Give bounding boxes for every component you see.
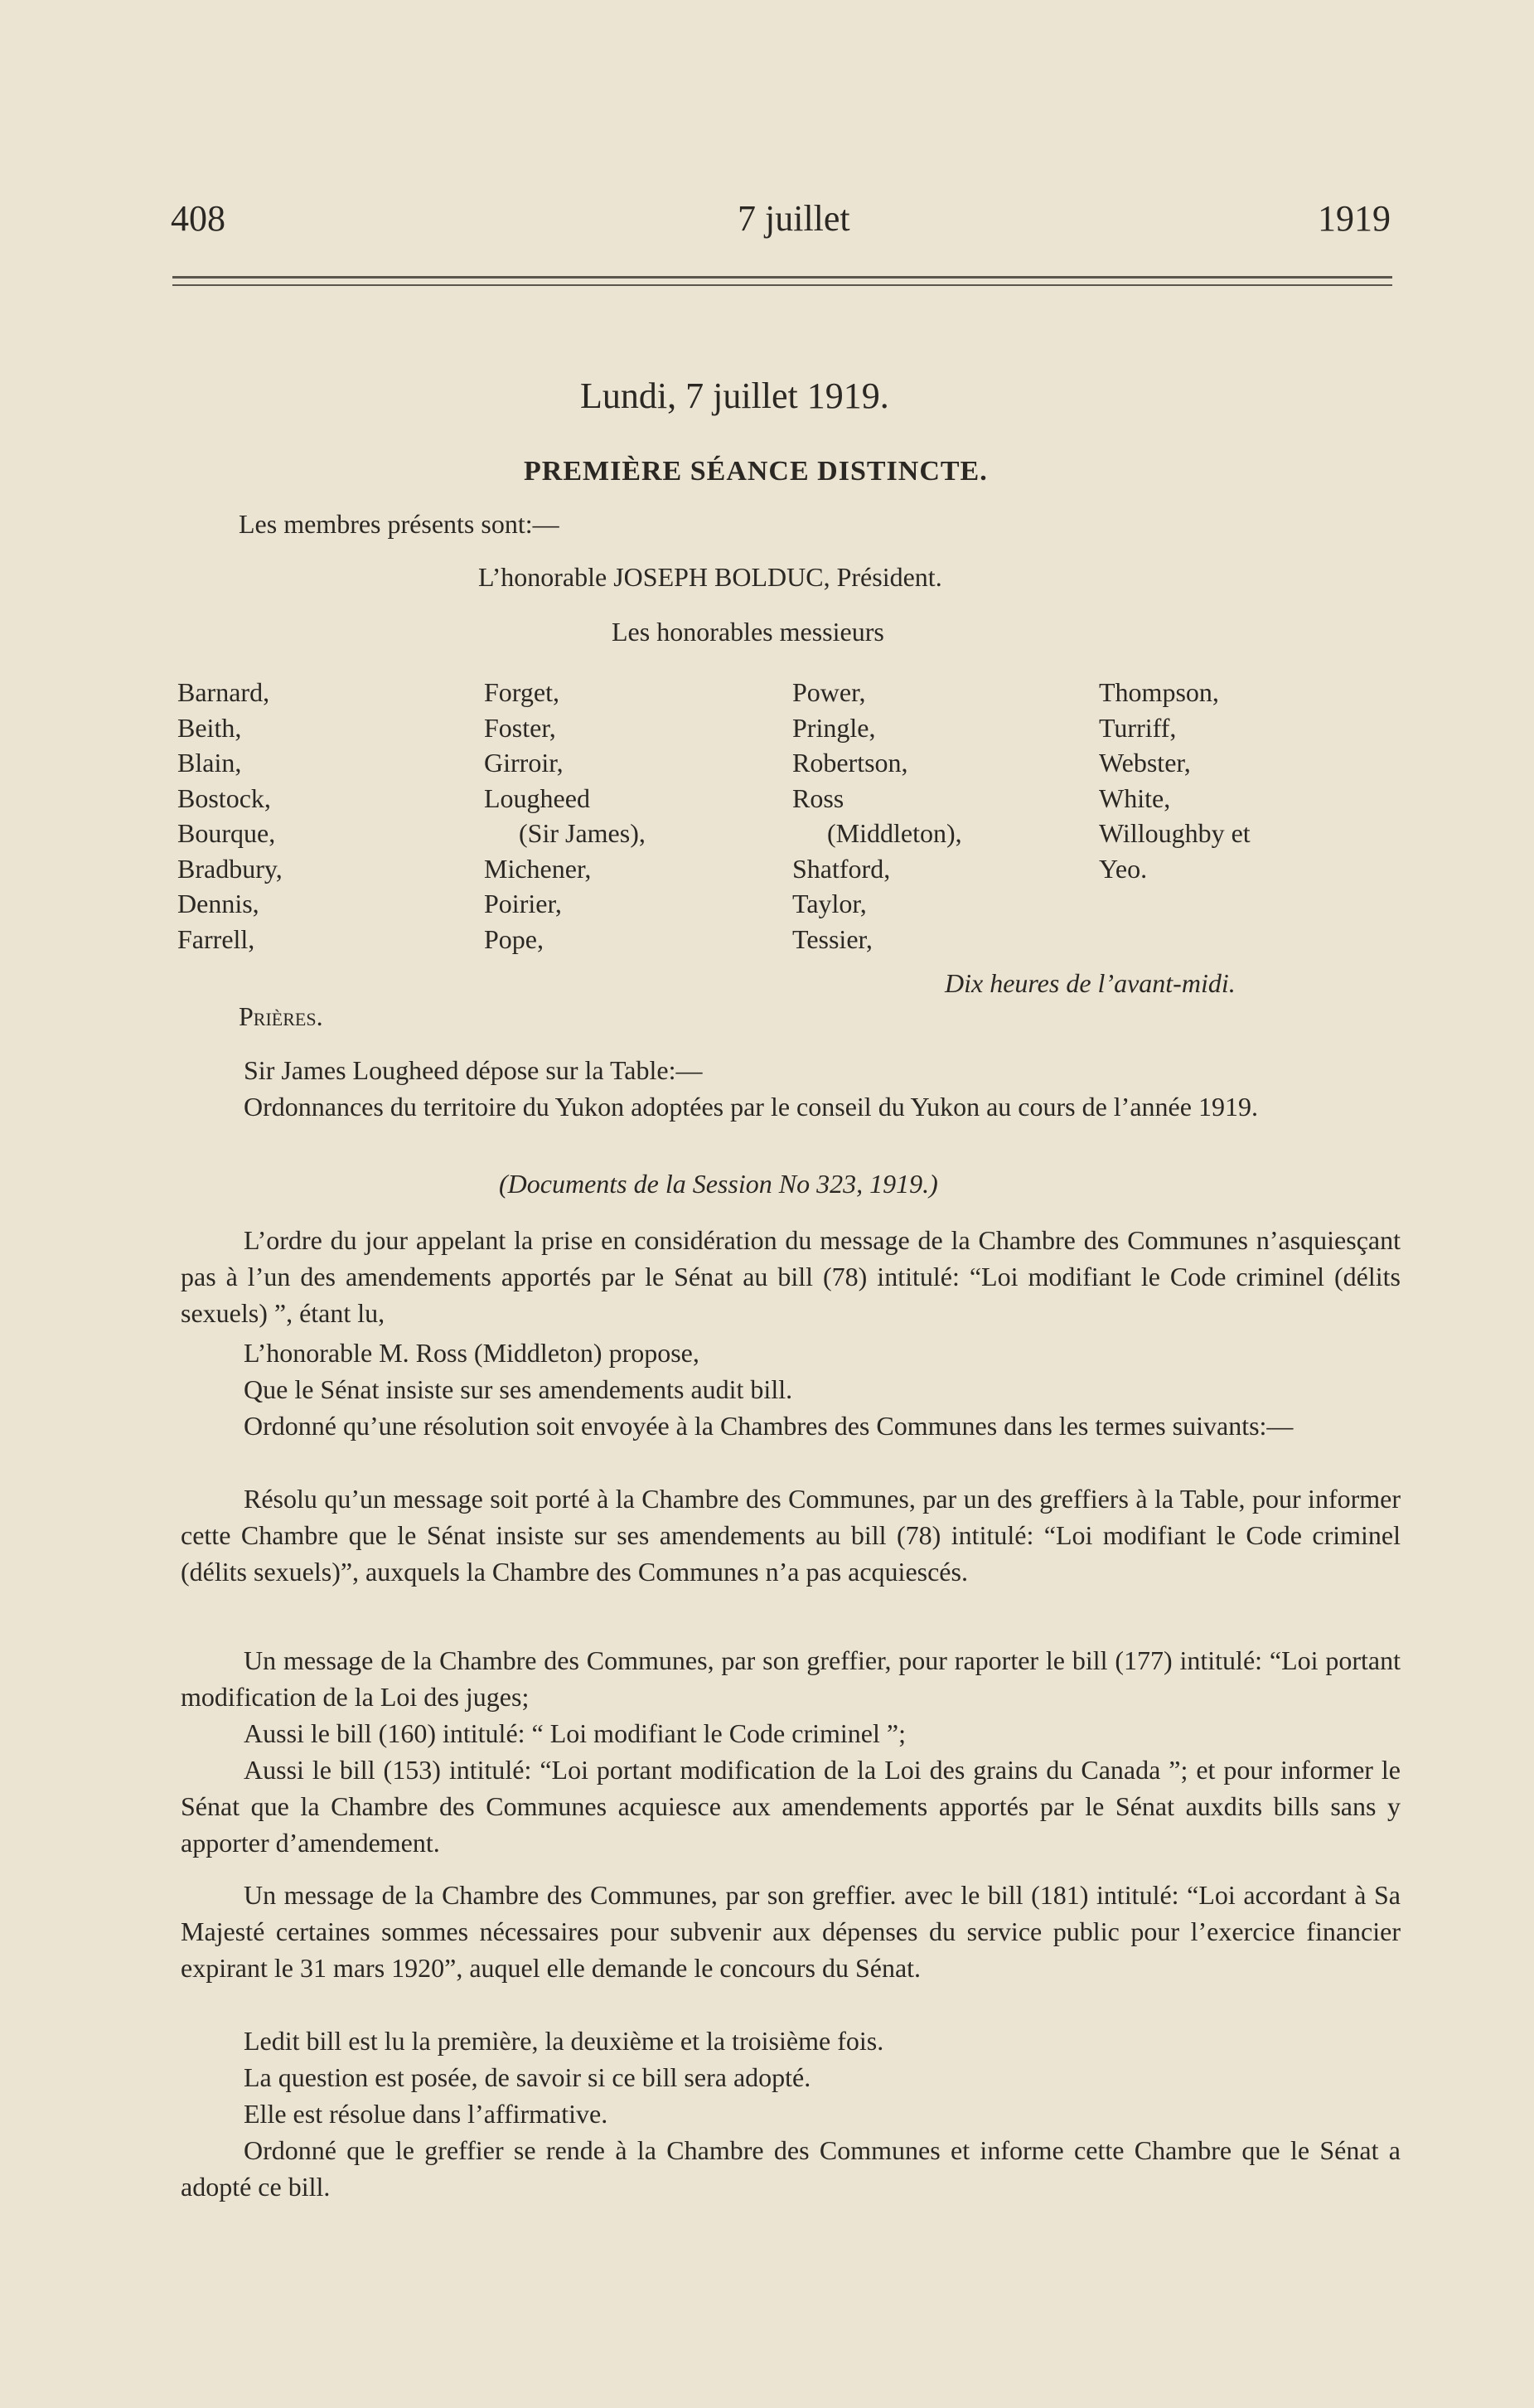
sessional-paper-reference: (Documents de la Session No 323, 1919.) (499, 1169, 938, 1199)
member-name: Farrell, (177, 923, 255, 954)
paragraph: Ordonné que le greffier se rende à la Chambre des Communes et informe cette Chambre que le Sénat a adopté ce bill. (181, 2135, 1401, 2202)
member-name: Bostock, (177, 782, 271, 813)
member-name: (Middleton), (827, 818, 962, 848)
member-name: Power, (792, 677, 866, 707)
paragraph: L’honorable M. Ross (Middleton) propose, (244, 1338, 699, 1368)
header-date: 7 juillet (738, 198, 850, 239)
member-name: Bradbury, (177, 853, 283, 884)
paragraph: Ordonné qu’une résolution soit envoyée à la Chambres des Communes dans les termes suivants:— (244, 1411, 1294, 1441)
members-intro: Les membres présents sont:— (239, 509, 559, 539)
member-name: Michener, (484, 853, 592, 884)
member-name: Thompson, (1099, 677, 1219, 707)
member-name: Poirier, (484, 889, 562, 918)
header-rule-top (172, 276, 1392, 279)
member-name: Dennis, (177, 889, 259, 918)
header-rule-bottom (172, 284, 1392, 286)
session-date-title: Lundi, 7 juillet 1919. (580, 375, 889, 416)
page-number: 408 (171, 198, 225, 239)
member-name: Bourque, (177, 818, 276, 848)
member-name: (Sir James), (519, 818, 646, 848)
member-name: Shatford, (792, 853, 891, 884)
members-column-1 (177, 675, 283, 957)
paragraph: La question est posée, de savoir si ce bill sera adopté. (244, 2062, 811, 2092)
paragraph: Ledit bill est lu la première, la deuxième et la troisième fois. (244, 2026, 884, 2056)
member-name: Pope, (484, 923, 544, 954)
member-name: Blain, (177, 748, 242, 778)
paragraph: Sir James Lougheed dépose sur la Table:— (244, 1055, 703, 1085)
members-column-2 (484, 675, 646, 957)
member-name: Willoughby et (1099, 818, 1251, 848)
paragraph: Que le Sénat insiste sur ses amendements audit bill. (244, 1374, 793, 1404)
paragraph: Un message de la Chambre des Communes, par son greffier, pour raporter le bill (177) intitulé: “Loi portant modification de la Loi des juges; (181, 1645, 1401, 1712)
session-heading: PREMIÈRE SÉANCE DISTINCTE. (524, 456, 988, 487)
prayers-heading: Prières. (239, 1001, 323, 1031)
member-name: Webster, (1099, 748, 1191, 778)
header-year: 1919 (1318, 198, 1391, 239)
member-name: Robertson, (792, 748, 908, 778)
member-name: Taylor, (792, 889, 867, 918)
paragraph: Elle est résolue dans l’affirmative. (244, 2099, 608, 2129)
members-column-4 (1099, 675, 1251, 886)
paragraph: Aussi le bill (153) intitulé: “Loi portant modification de la Loi des grains du Canada ”; et pour informer le Sénat que la Chambre des Communes acquiesce aux amendements apportés par le Sénat auxdits bills sans y apporter d’amendement. (181, 1755, 1401, 1858)
sitting-time: Dix heures de l’avant-midi. (945, 968, 1236, 998)
paragraph: Aussi le bill (160) intitulé: “ Loi modifiant le Code criminel ”; (244, 1718, 906, 1748)
member-name: Pringle, (792, 712, 876, 743)
member-name: Turriff, (1099, 712, 1177, 743)
members-column-3 (792, 675, 962, 957)
member-name: Yeo. (1099, 853, 1148, 884)
member-name: Tessier, (792, 923, 873, 954)
honorables-line: Les honorables messieurs (612, 617, 884, 647)
paragraph: Ordonnances du territoire du Yukon adoptées par le conseil du Yukon au cours de l’année 1919. (244, 1092, 1258, 1122)
paragraph: Résolu qu’un message soit porté à la Chambre des Communes, par un des greffiers à la Table, pour informer cette Chambre que le Sénat insiste sur ses amendements au bill (78) intitulé: “Loi modifiant le Code criminel (délits sexuels)”, auxquels la Chambre des Communes n’a pas acquiescés. (181, 1484, 1401, 1587)
member-name: Foster, (484, 712, 556, 743)
member-name: Beith, (177, 712, 242, 743)
president-line: L’honorable JOSEPH BOLDUC, Président. (478, 562, 942, 592)
paragraph: Un message de la Chambre des Communes, par son greffier. avec le bill (181) intitulé: “Loi accordant à Sa Majesté certaines sommes nécessaires pour subvenir aux dépenses du service public pour l’exercice financier expirant le 31 mars 1920”, auquel elle demande le concours du Sénat. (181, 1880, 1401, 1983)
member-name: White, (1099, 782, 1171, 813)
member-name: Barnard, (177, 677, 270, 707)
member-name: Ross (792, 782, 844, 813)
member-name: Girroir, (484, 748, 564, 778)
paragraph: L’ordre du jour appelant la prise en considération du message de la Chambre des Communes n’asquiesçant pas à l’un des amendements apportés par le Sénat au bill (78) intitulé: “Loi modifiant le Code criminel (délits sexuels) ”, étant lu, (181, 1225, 1401, 1328)
member-name: Lougheed (484, 782, 590, 813)
member-name: Forget, (484, 677, 559, 707)
